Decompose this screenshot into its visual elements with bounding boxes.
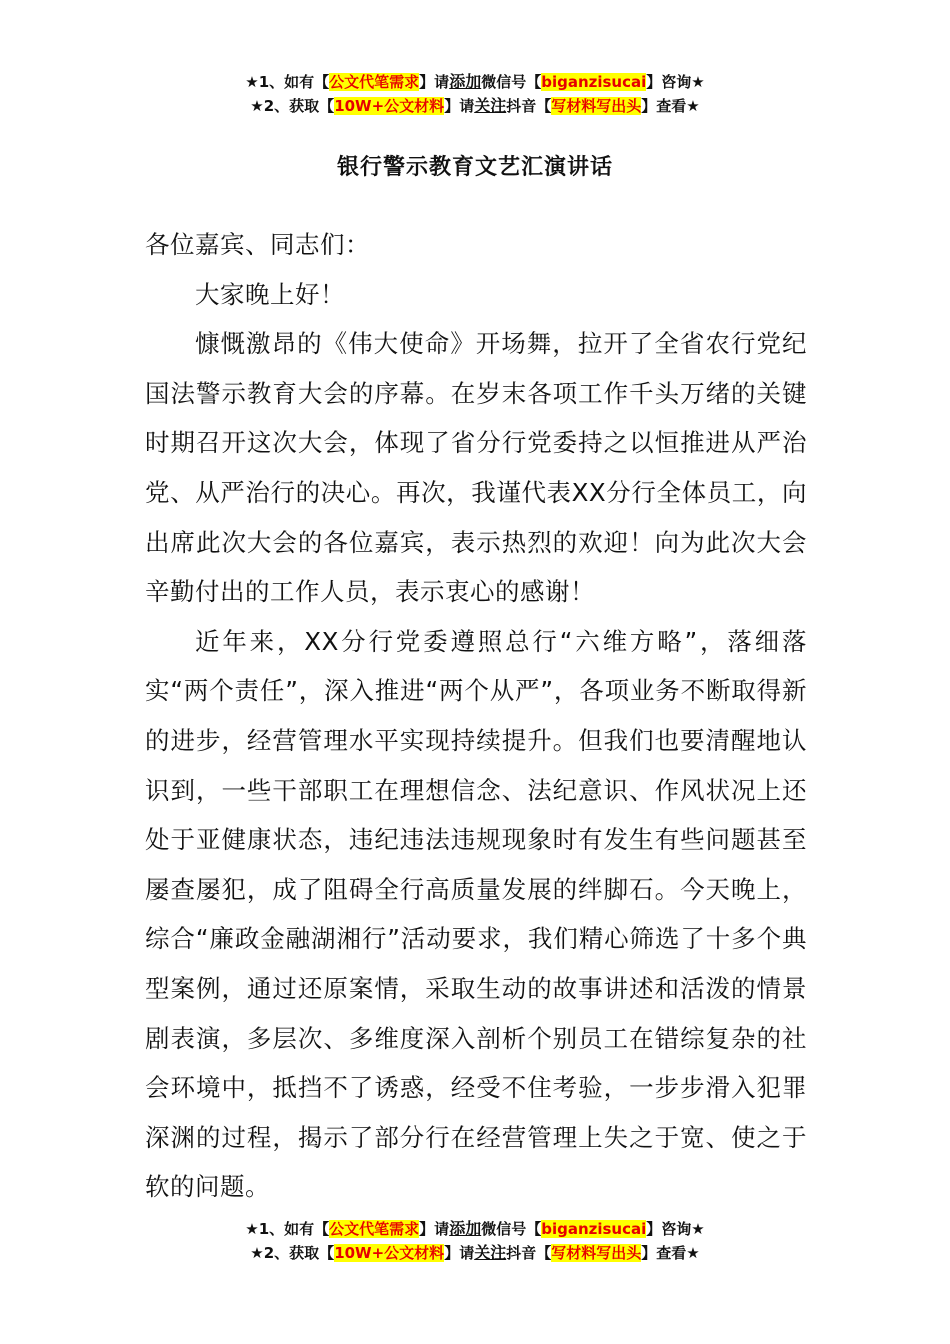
promo-text: 】请 — [444, 1244, 475, 1262]
paragraph-1: 慷慨激昂的《伟大使命》开场舞，拉开了全省农行党纪国法警示教育大会的序幕。在岁末各项工作千头万绪的关键时期召开这次大会，体现了省分行党委持之以恒推进从严治党、从严治行的决心。再次，我谨代表XX分行全体员工，向出席此次大会的各位嘉宾，表示热烈的欢迎！向为此次大会辛勤付出的工作人员，表示衷心的感谢！ — [145, 329, 807, 607]
document-body — [145, 220, 807, 1212]
promo-text: 抖音【 — [506, 97, 552, 115]
promo-emphasis: 添加 — [449, 1219, 482, 1238]
promo-text: ★1、如有【 — [245, 1220, 330, 1238]
highlight-douyin-account: 写材料写出头 — [551, 97, 642, 115]
promo-text: 】咨询★ — [646, 73, 705, 91]
promo-text: 】请 — [444, 97, 475, 115]
promo-text: 】查看★ — [641, 1244, 700, 1262]
promo-line-2 — [0, 94, 950, 118]
promo-emphasis: 关注 — [474, 96, 507, 115]
highlight-materials: 10W+公文材料 — [334, 1244, 445, 1262]
promo-emphasis: 关注 — [474, 1243, 507, 1262]
promo-text: 抖音【 — [506, 1244, 552, 1262]
promo-text: ★1、如有【 — [245, 73, 330, 91]
promo-text: 微信号【 — [481, 73, 542, 91]
promo-line-1 — [0, 70, 950, 94]
promo-emphasis: 添加 — [449, 72, 482, 91]
promo-line-2 — [0, 1241, 950, 1265]
promo-text: 微信号【 — [481, 1220, 542, 1238]
promo-text: 】请 — [419, 73, 450, 91]
greeting: 大家晚上好！ — [195, 279, 345, 309]
salutation: 各位嘉宾、同志们： — [145, 230, 370, 259]
highlight-douyin-account: 写材料写出头 — [551, 1244, 642, 1262]
highlight-wechat-id: biganzisucai — [541, 73, 647, 91]
highlight-materials: 10W+公文材料 — [334, 97, 445, 115]
promo-header-top — [0, 70, 950, 118]
promo-line-1 — [0, 1217, 950, 1241]
promo-footer-bottom — [0, 1217, 950, 1265]
promo-text: ★2、获取【 — [250, 1244, 335, 1262]
paragraph-2: 近年来，XX分行党委遵照总行“六维方略”，落细落实“两个责任”，深入推进“两个从严”，各项业务不断取得新的进步，经营管理水平实现持续提升。但我们也要清醒地认识到，一些干部职工在理想信念、法纪意识、作风状况上还处于亚健康状态，违纪违法违规现象时有发生有些问题甚至屡查屡犯，成了阻碍全行高质量发展的绊脚石。今天晚上，综合“廉政金融湖湘行”活动要求，我们精心筛选了十多个典型案例，通过还原案情，采取生动的故事讲述和活泼的情景剧表演，多层次、多维度深入剖析个别员工在错综复杂的社会环境中，抵挡不了诱惑，经受不住考验，一步步滑入犯罪深渊的过程，揭示了部分行在经营管理上失之于宽、使之于软的问题。 — [145, 626, 807, 1202]
promo-text: 】查看★ — [641, 97, 700, 115]
document-title: 银行警示教育文艺汇演讲话 — [336, 155, 613, 180]
promo-text: 】请 — [419, 1220, 450, 1238]
highlight-wechat-id: biganzisucai — [541, 1220, 647, 1238]
promo-text: ★2、获取【 — [250, 97, 335, 115]
promo-text: 】咨询★ — [646, 1220, 705, 1238]
highlight-service: 公文代笔需求 — [329, 73, 420, 91]
highlight-service: 公文代笔需求 — [329, 1220, 420, 1238]
